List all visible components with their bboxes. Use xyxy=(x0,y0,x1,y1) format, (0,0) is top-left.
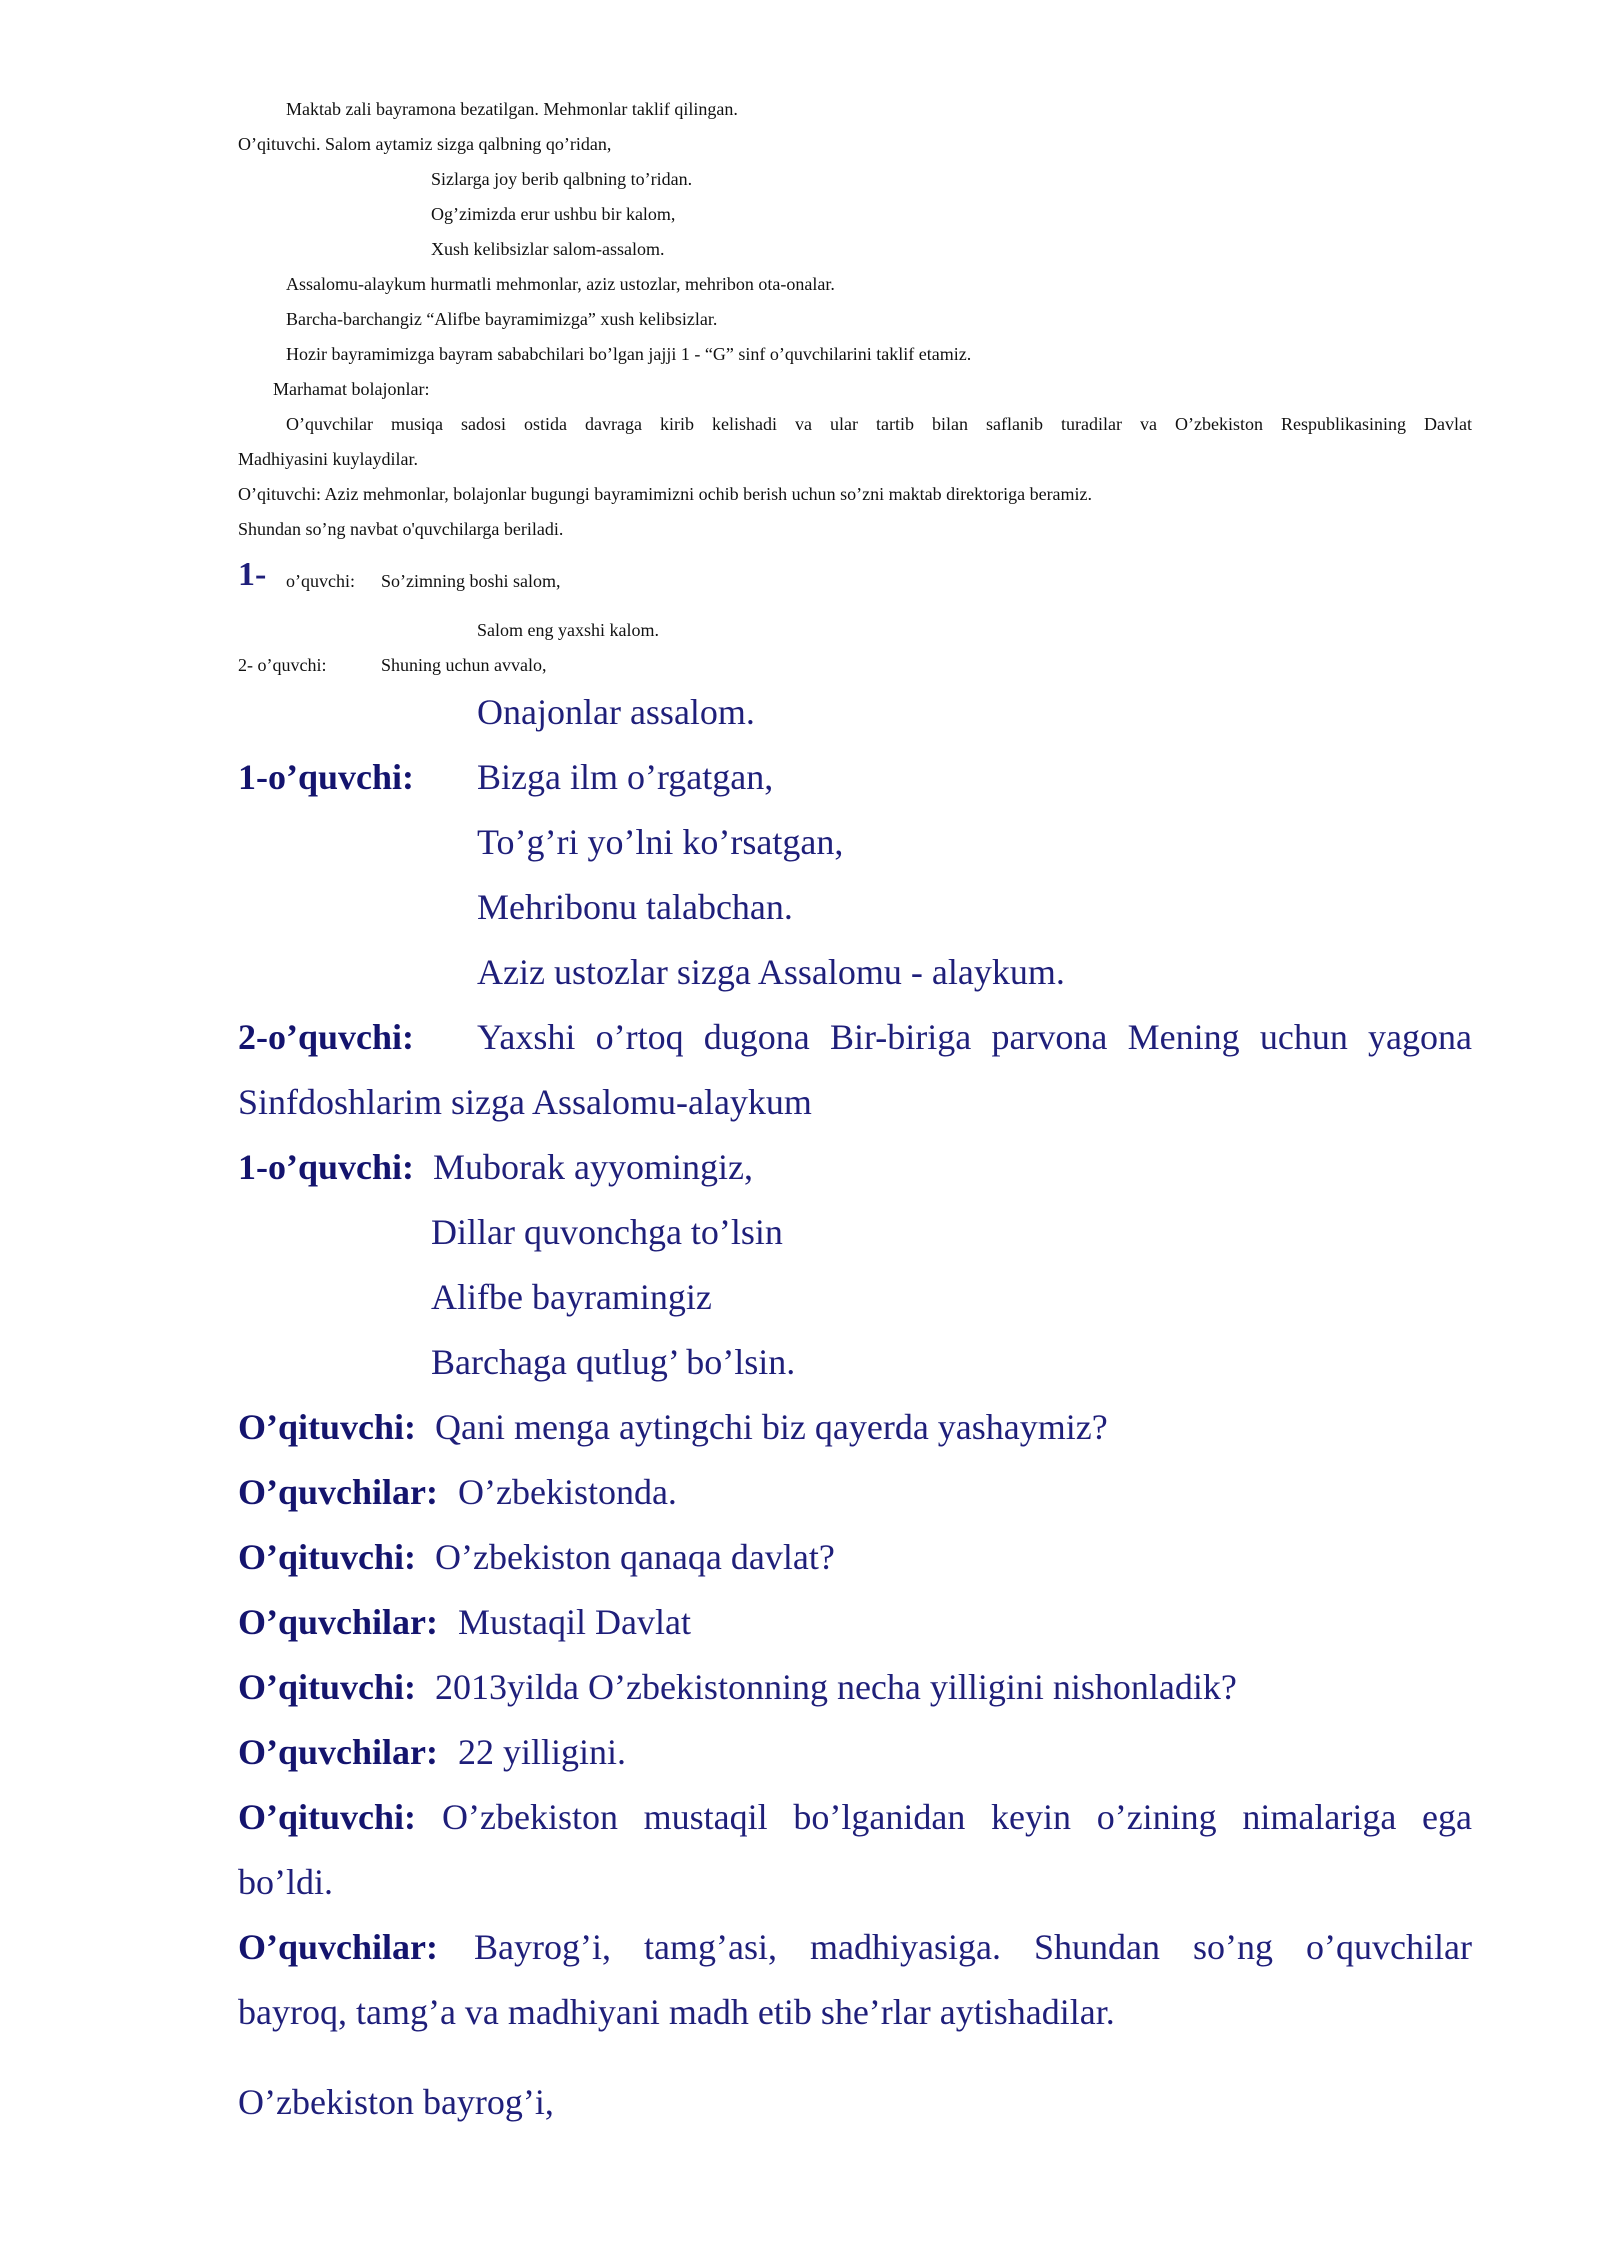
speaker-label: O’quvchilar: xyxy=(238,1927,439,1967)
speaker-label: 1-o’quvchi: xyxy=(238,757,415,797)
speaker-label: 2- o’quvchi: xyxy=(238,655,327,675)
speaker-label: O’quvchilar: xyxy=(238,1472,439,1512)
poem-line: Dillar quvonchga to’lsin xyxy=(431,1212,783,1252)
poem-line: Xush kelibsizlar salom-assalom. xyxy=(431,239,665,259)
poem-line: To’g’ri yo’lni ko’rsatgan, xyxy=(477,822,844,862)
speaker-label: 2-o’quvchi: xyxy=(238,1017,415,1057)
dialog-line: O’zbekistonda. xyxy=(458,1472,677,1512)
intro-line: Madhiyasini kuylaydilar. xyxy=(238,449,418,469)
intro-line: O’qituvchi: Aziz mehmonlar, bolajonlar bugungi bayramimizni ochib berish uchun so’zni maktab direktoriga beramiz. xyxy=(238,484,1093,504)
dialog-line: Shuning uchun avvalo, xyxy=(381,655,547,675)
dialog-line: So’zimning boshi salom, xyxy=(381,571,561,591)
speaker-label: o’quvchi: xyxy=(286,571,355,591)
speaker-label: O’qituvchi: xyxy=(238,1407,417,1447)
poem-line: Alifbe bayramingiz xyxy=(431,1277,712,1317)
dialog-line: O’zbekiston qanaqa davlat? xyxy=(435,1537,835,1577)
speaker-label: O’qituvchi: xyxy=(238,1667,417,1707)
intro-line: Maktab zali bayramona bezatilgan. Mehmonlar taklif qilingan. xyxy=(286,99,738,119)
speaker-label: O’quvchilar: xyxy=(238,1732,439,1772)
dialog-line: 22 yilligini. xyxy=(458,1732,627,1772)
poem-line: Mehribonu talabchan. xyxy=(477,887,793,927)
poem-line: Yaxshi o’rtoq dugona Bir-biriga parvona Mening uchun yagona xyxy=(477,1017,1472,1057)
dialog-line: bayroq, tamg’a va madhiyani madh etib she’rlar aytishadilar. xyxy=(238,1992,1115,2032)
poem-line: Aziz ustozlar sizga Assalomu - alaykum. xyxy=(477,952,1065,992)
dialog-line: Mustaqil Davlat xyxy=(458,1602,691,1642)
poem-line: Bizga ilm o’rgatgan, xyxy=(477,757,774,797)
poem-line: Sizlarga joy berib qalbning to’ridan. xyxy=(431,169,693,189)
intro-justified-line: O’quvchilar musiqa sadosi ostida davraga kirib kelishadi va ular tartib bilan saflanib turadilar va O’zbekiston Respublikasining Davlat xyxy=(286,414,1472,434)
poem-line: Og’zimizda erur ushbu bir kalom, xyxy=(431,204,676,224)
dialog-line: bo’ldi. xyxy=(238,1862,333,1902)
intro-line: Shundan so’ng navbat o'quvchilarga beriladi. xyxy=(238,519,564,539)
section-heading: O’zbekiston bayrog’i, xyxy=(238,2082,554,2122)
poem-line: Barchaga qutlug’ bo’lsin. xyxy=(431,1342,796,1382)
speaker-label: O’qituvchi: xyxy=(238,1797,417,1837)
speaker-label: 1-o’quvchi: xyxy=(238,1147,415,1187)
poem-line: Muborak ayyomingiz, xyxy=(433,1147,753,1187)
poem-line: Onajonlar assalom. xyxy=(477,692,755,732)
speaker-label: O’qituvchi: xyxy=(238,1537,417,1577)
poem-line: Sinfdoshlarim sizga Assalomu-alaykum xyxy=(238,1082,812,1122)
dialog-line: O’zbekiston mustaqil bo’lganidan keyin o’zining nimalariga ega xyxy=(442,1797,1472,1837)
dialog-line: Qani menga aytingchi biz qayerda yashaymiz? xyxy=(435,1407,1108,1447)
speaker-number: 1- xyxy=(238,556,267,593)
dialog-line: Salom eng yaxshi kalom. xyxy=(477,620,659,640)
intro-line: Hozir bayramimizga bayram sababchilari bo’lgan jajji 1 - “G” sinf o’quvchilarini taklif etamiz. xyxy=(286,344,972,364)
speaker-label: O’quvchilar: xyxy=(238,1602,439,1642)
dialog-line: Bayrog’i, tamg’asi, madhiyasiga. Shundan so’ng o’quvchilar xyxy=(474,1927,1472,1967)
dialog-line: 2013yilda O’zbekistonning necha yilligini nishonladik? xyxy=(435,1667,1237,1707)
intro-line: Assalomu-alaykum hurmatli mehmonlar, aziz ustozlar, mehribon ota-onalar. xyxy=(286,274,835,294)
intro-line: Marhamat bolajonlar: xyxy=(273,379,430,399)
intro-line: O’qituvchi. Salom aytamiz sizga qalbning qo’ridan, xyxy=(238,134,612,154)
intro-line: Barcha-barchangiz “Alifbe bayramimizga” xush kelibsizlar. xyxy=(286,309,718,329)
